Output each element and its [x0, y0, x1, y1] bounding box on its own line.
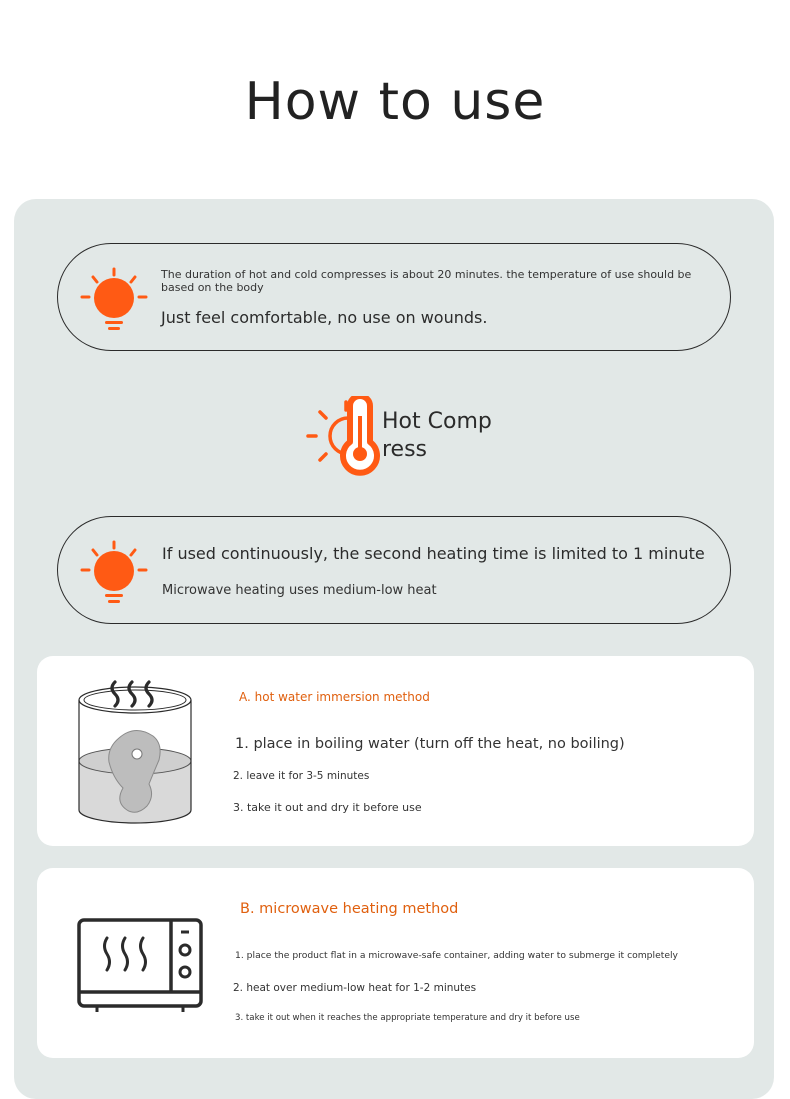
method-step: 3. take it out and dry it before use — [233, 801, 422, 814]
tip-small-text: Microwave heating uses medium-low heat — [162, 583, 437, 598]
method-step: 2. heat over medium-low heat for 1-2 minutes — [233, 982, 477, 994]
tip-main-text: Just feel comfortable, no use on wounds. — [161, 308, 488, 327]
method-step: 1. place the product flat in a microwave-safe container, adding water to submerge it completely — [235, 950, 678, 961]
microwave-icon — [75, 916, 205, 1020]
method-card-hot-water — [37, 656, 754, 846]
method-step: 2. leave it for 3-5 minutes — [233, 770, 370, 782]
method-step: 1. place in boiling water (turn off the heat, no boiling) — [235, 736, 625, 752]
page-title: How to use — [244, 72, 546, 132]
hot-water-pot-icon — [75, 676, 195, 826]
method-heading: A. hot water immersion method — [239, 690, 430, 704]
hot-compress-label: Hot Compress — [382, 409, 492, 462]
lightbulb-icon — [76, 264, 152, 334]
method-heading: B. microwave heating method — [240, 901, 459, 917]
lightbulb-icon — [76, 537, 152, 607]
method-card-microwave — [37, 868, 754, 1058]
tip-card-duration — [57, 243, 731, 351]
tip-card-heating — [57, 516, 731, 624]
tip-small-text: The duration of hot and cold compresses is about 20 minutes. the temperature of use should be based on the body — [161, 268, 692, 294]
method-step: 3. take it out when it reaches the appropriate temperature and dry it before use — [235, 1013, 580, 1023]
tip-main-text: If used continuously, the second heating time is limited to 1 minute — [162, 544, 705, 563]
